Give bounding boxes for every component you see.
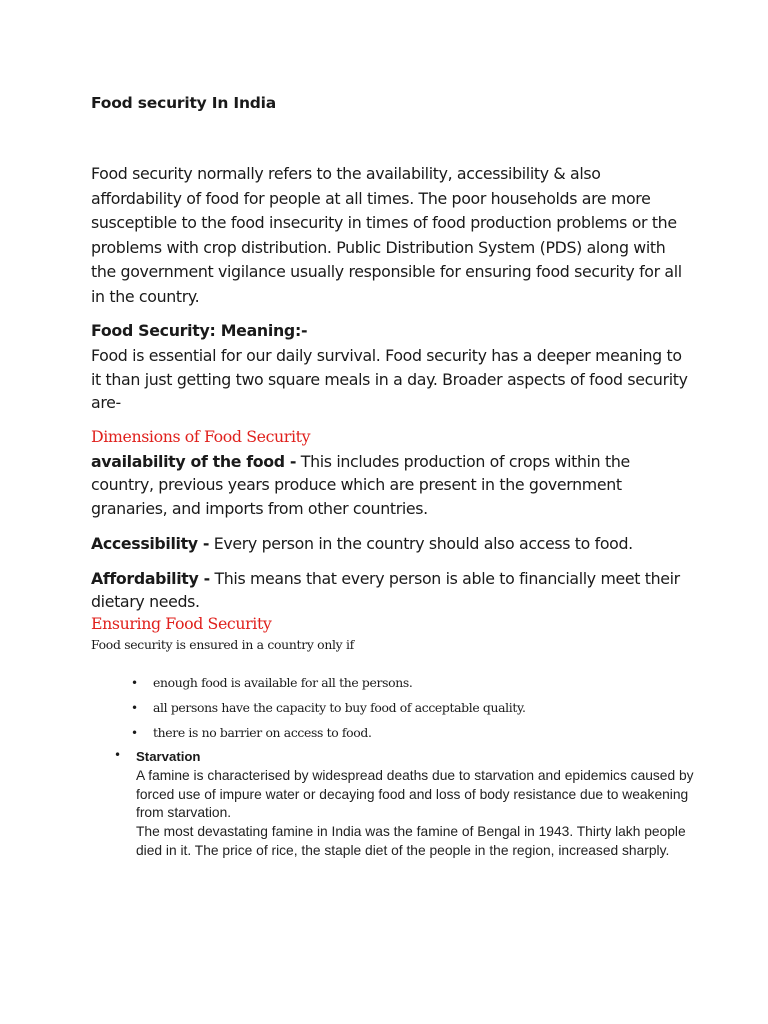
list-item-text: enough food is available for all the persons.	[153, 675, 413, 690]
document-title: Food security In India	[91, 94, 277, 112]
bullet-icon: •	[131, 701, 138, 715]
list-item	[131, 674, 526, 699]
ensuring-heading: Ensuring Food Security	[91, 614, 272, 633]
affordability-term: Affordability -	[91, 569, 210, 588]
intro-paragraph: Food security normally refers to the availability, accessibility & also affordability of food for people at all times. The poor households are more susceptible to the food insecurity in times of food production problems or the problems with crop distribution. Public Distribution System (PDS) along with the government vigilance usually responsible for ensuring food security for all in the country.	[91, 164, 682, 306]
starvation-paragraph-2: The most devastating famine in India was the famine of Bengal in 1943. Thirty lakh people died in it. The price of rice, the staple diet of the people in the region, increased sharply.	[136, 824, 686, 858]
accessibility-paragraph	[91, 532, 691, 555]
list-item	[131, 699, 526, 724]
list-item	[131, 724, 526, 749]
availability-text: This includes production of crops within the country, previous years produce which are present in the government granaries, and imports from other countries.	[91, 452, 630, 518]
bullet-icon: •	[131, 676, 138, 690]
accessibility-text: Every person in the country should also access to food.	[209, 534, 633, 553]
affordability-text: This means that every person is able to financially meet their dietary needs.	[91, 569, 680, 612]
list-item-text: there is no barrier on access to food.	[153, 725, 372, 740]
conditions-list	[131, 674, 526, 749]
bullet-icon: •	[131, 726, 138, 740]
dimensions-heading: Dimensions of Food Security	[91, 427, 311, 446]
meaning-heading: Food Security: Meaning:-	[91, 321, 308, 340]
bullet-icon: •	[114, 748, 122, 762]
starvation-paragraph-1: A famine is characterised by widespread deaths due to starvation and epidemics caused by forced use of impure water or decaying food and loss of body resistance due to weakening from starvation.	[136, 768, 694, 821]
accessibility-term: Accessibility -	[91, 534, 210, 553]
list-item-text: all persons have the capacity to buy food of acceptable quality.	[153, 700, 526, 715]
meaning-paragraph: Food is essential for our daily survival. Food security has a deeper meaning to it than just getting two square meals in a day. Broader aspects of food security are-	[91, 346, 688, 413]
ensuring-intro: Food security is ensured in a country only if	[91, 637, 354, 652]
availability-paragraph	[91, 450, 691, 520]
availability-term: availability of the food -	[91, 452, 297, 471]
affordability-paragraph	[91, 567, 691, 614]
starvation-title: Starvation	[136, 749, 201, 764]
